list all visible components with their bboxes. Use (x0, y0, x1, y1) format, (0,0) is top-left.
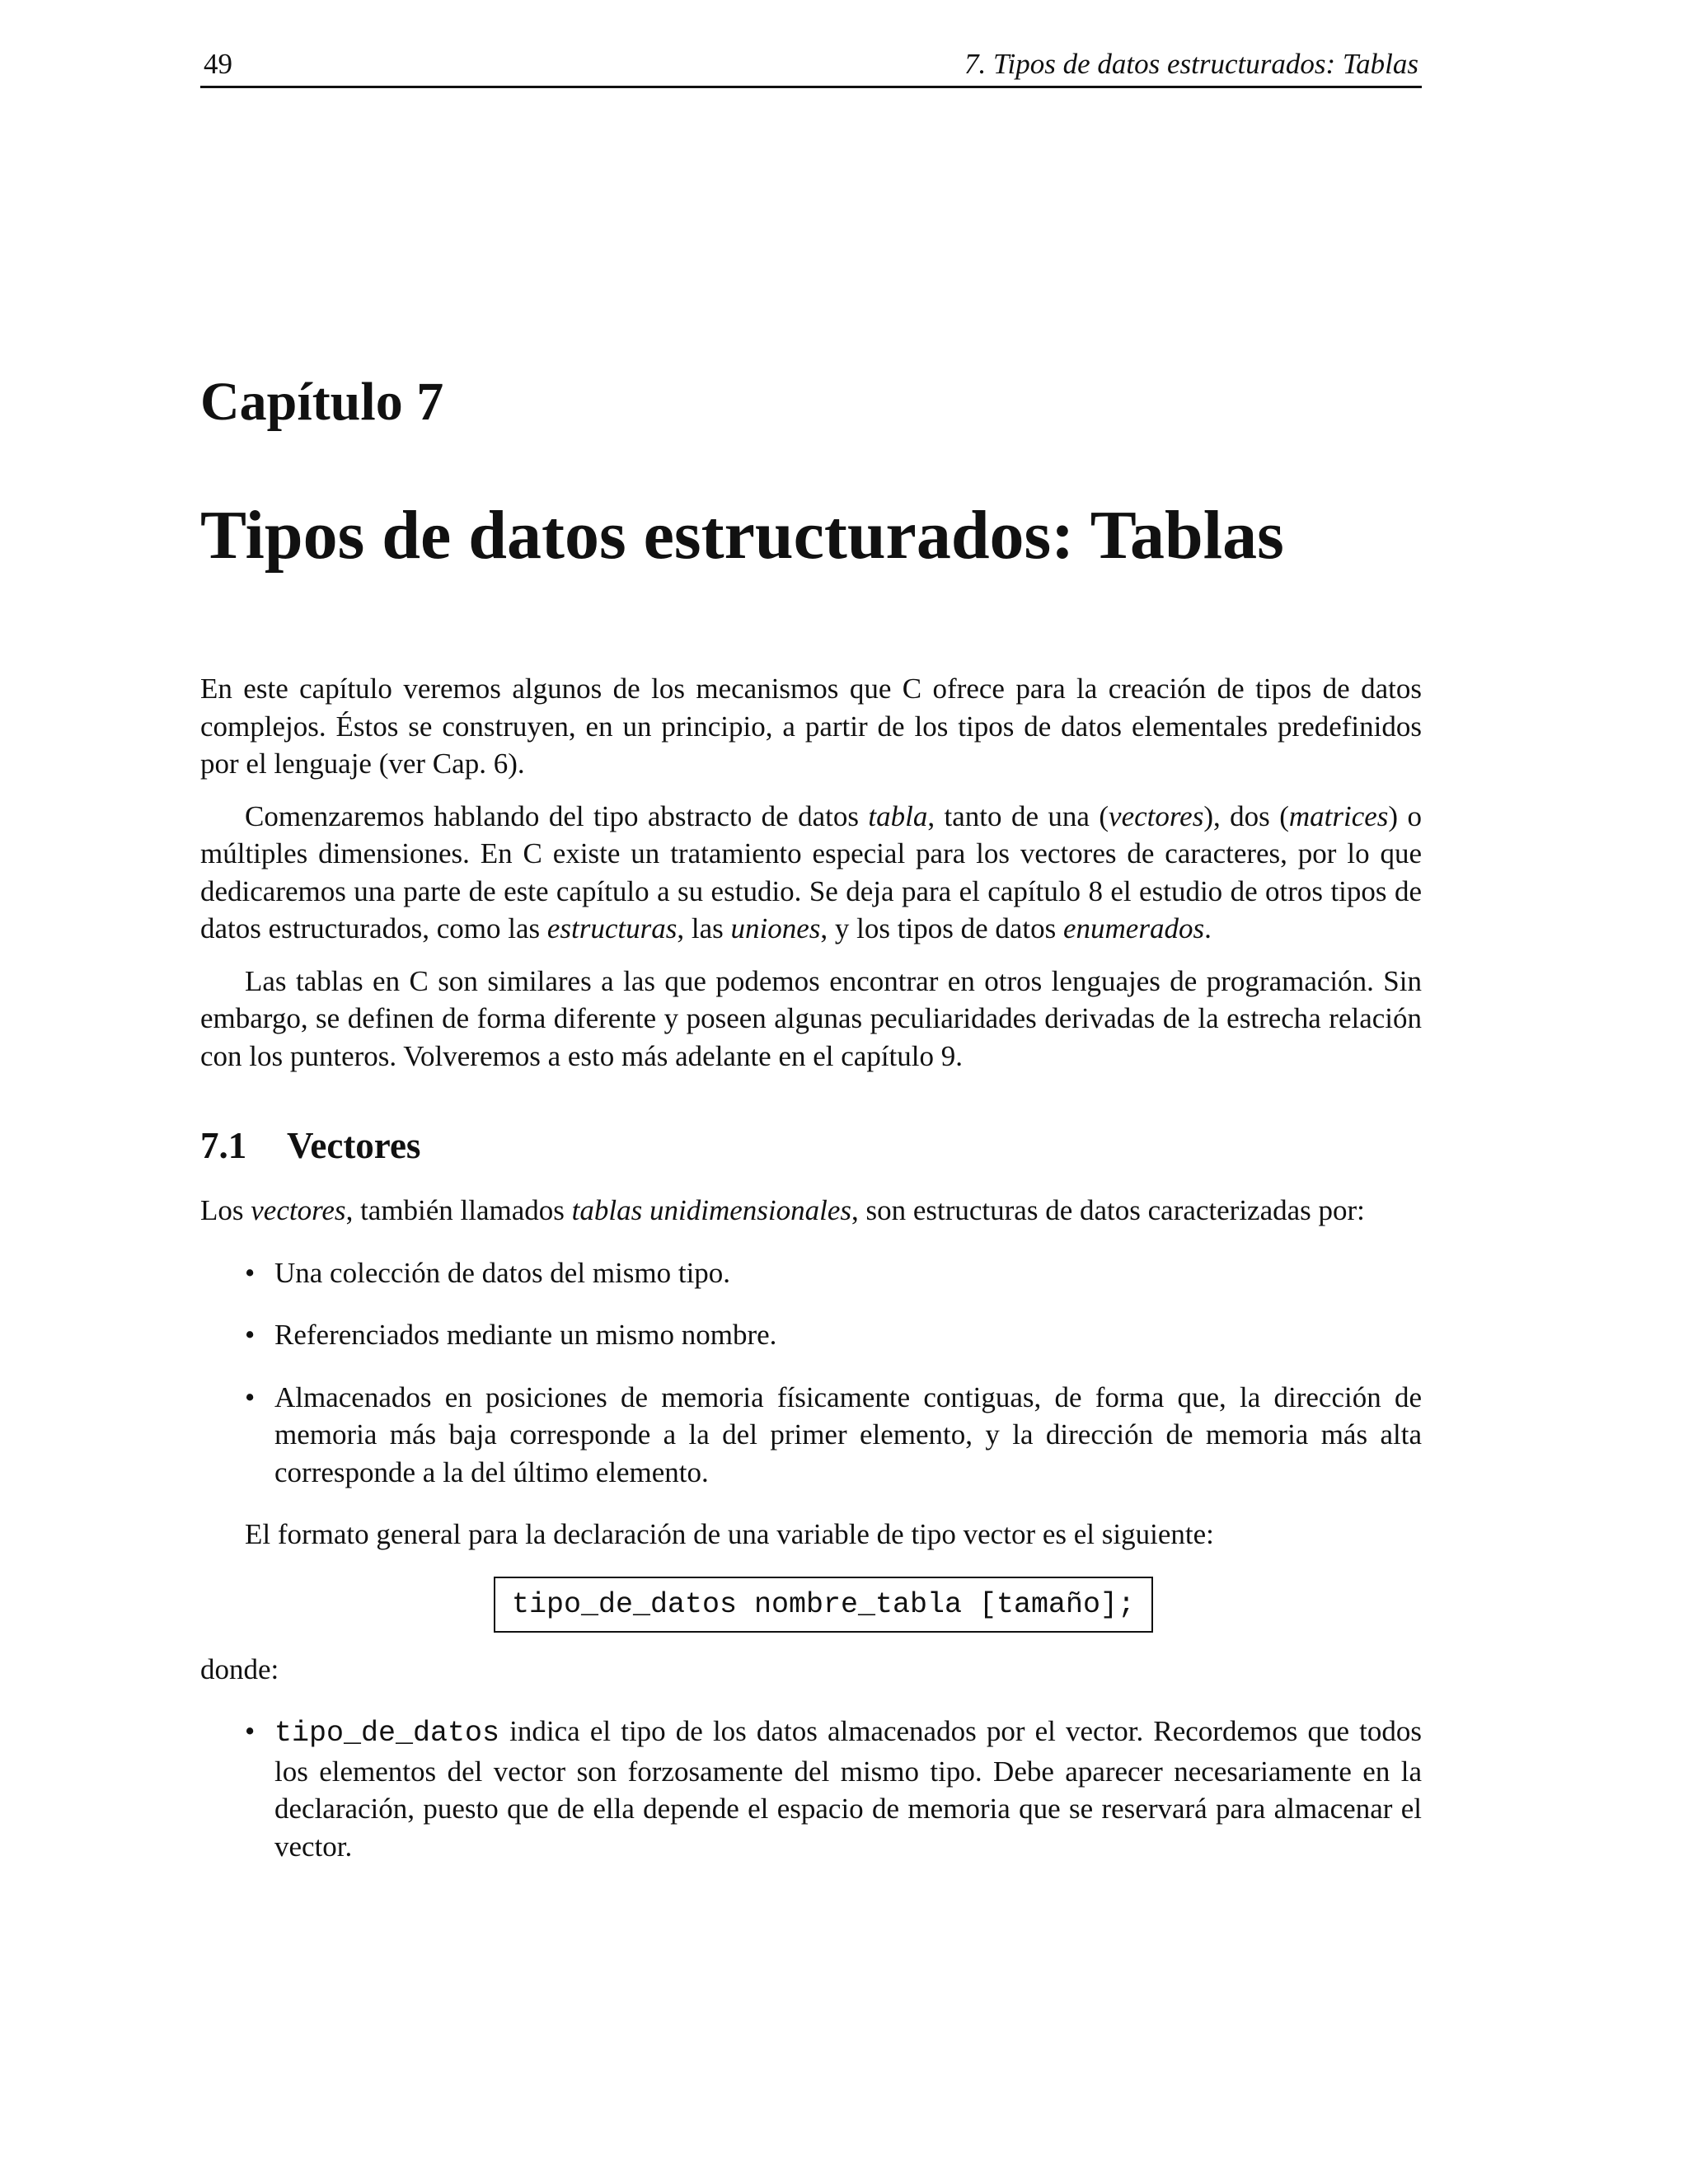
intro-paragraph-3: Las tablas en C son similares a las que podemos encontrar en otros lenguajes de programación. Sin embargo, se definen de forma diferente y poseen algunas peculiaridades derivadas de la estrecha relación con los punteros. Volveremos a esto más adelante en el capítulo 9. (200, 964, 1422, 1072)
section-number: 7.1 (200, 1125, 247, 1166)
declaration-code-box: tipo_de_datos nombre_tabla [tamaño]; (494, 1577, 1153, 1633)
definition-list (200, 1713, 1422, 1865)
list-item: • tipo_de_datos indica el tipo de los datos almacenados por el vector. Recordemos que todos los elementos del vector son forzosamente del mismo tipo. Debe aparecer necesariamente en la declaración, puesto que de ella depende el espacio de memoria que se reservará para almacenar el vector. (200, 1713, 1422, 1865)
list-item: • Almacenados en posiciones de memoria físicamente contiguas, de forma que, la dirección de memoria más baja corresponde a la del primer elemento, y la dirección de memoria más alta corresponde a la del último elemento. (200, 1379, 1422, 1492)
chapter-title: Tipos de datos estructurados: Tablas (200, 497, 1284, 574)
section-lead-paragraph: Los vectores, también llamados tablas unidimensionales, son estructuras de datos caracterizadas por: (200, 1194, 1365, 1226)
list-item: • Una colección de datos del mismo tipo. (200, 1254, 1422, 1292)
page-number: 49 (204, 48, 232, 80)
format-intro-paragraph: El formato general para la declaración de una variable de tipo vector es el siguiente: (245, 1518, 1214, 1550)
intro-paragraph-2: Comenzaremos hablando del tipo abstracto de datos tabla, tanto de una (vectores), dos (matrices) o múltiples dimensiones. En C existe un tratamiento especial para los vectores de caracteres, por lo que dedicaremos una parte de este capítulo a su estudio. Se deja para el capítulo 8 el estudio de otros tipos de datos estructurados, como las estructuras, las uniones, y los tipos de datos enumerados. (200, 799, 1423, 944)
donde-label: donde: (200, 1652, 279, 1685)
code-box-container (200, 1577, 1422, 1633)
page-header (200, 43, 1422, 88)
section-heading (200, 1122, 1422, 1169)
running-title: 7. Tipos de datos estructurados: Tablas (964, 48, 1418, 80)
definition-term: tipo_de_datos (274, 1717, 500, 1750)
bullet-icon: • (245, 1256, 256, 1289)
chapter-label: Capítulo 7 (200, 372, 444, 432)
section-title: Vectores (287, 1125, 421, 1166)
bullet-icon: • (245, 1319, 256, 1351)
list-item: • Referenciados mediante un mismo nombre. (200, 1316, 1422, 1354)
bullet-icon: • (245, 1380, 256, 1413)
body-text (200, 670, 1422, 1890)
bullet-icon: • (245, 1715, 256, 1747)
intro-paragraph-1: En este capítulo veremos algunos de los mecanismos que C ofrece para la creación de tipos de datos complejos. Éstos se construyen, en un principio, a partir de los tipos de datos elementales predefinidos por el lenguaje (ver Cap. 6). (200, 673, 1422, 780)
characteristics-list (200, 1254, 1422, 1492)
